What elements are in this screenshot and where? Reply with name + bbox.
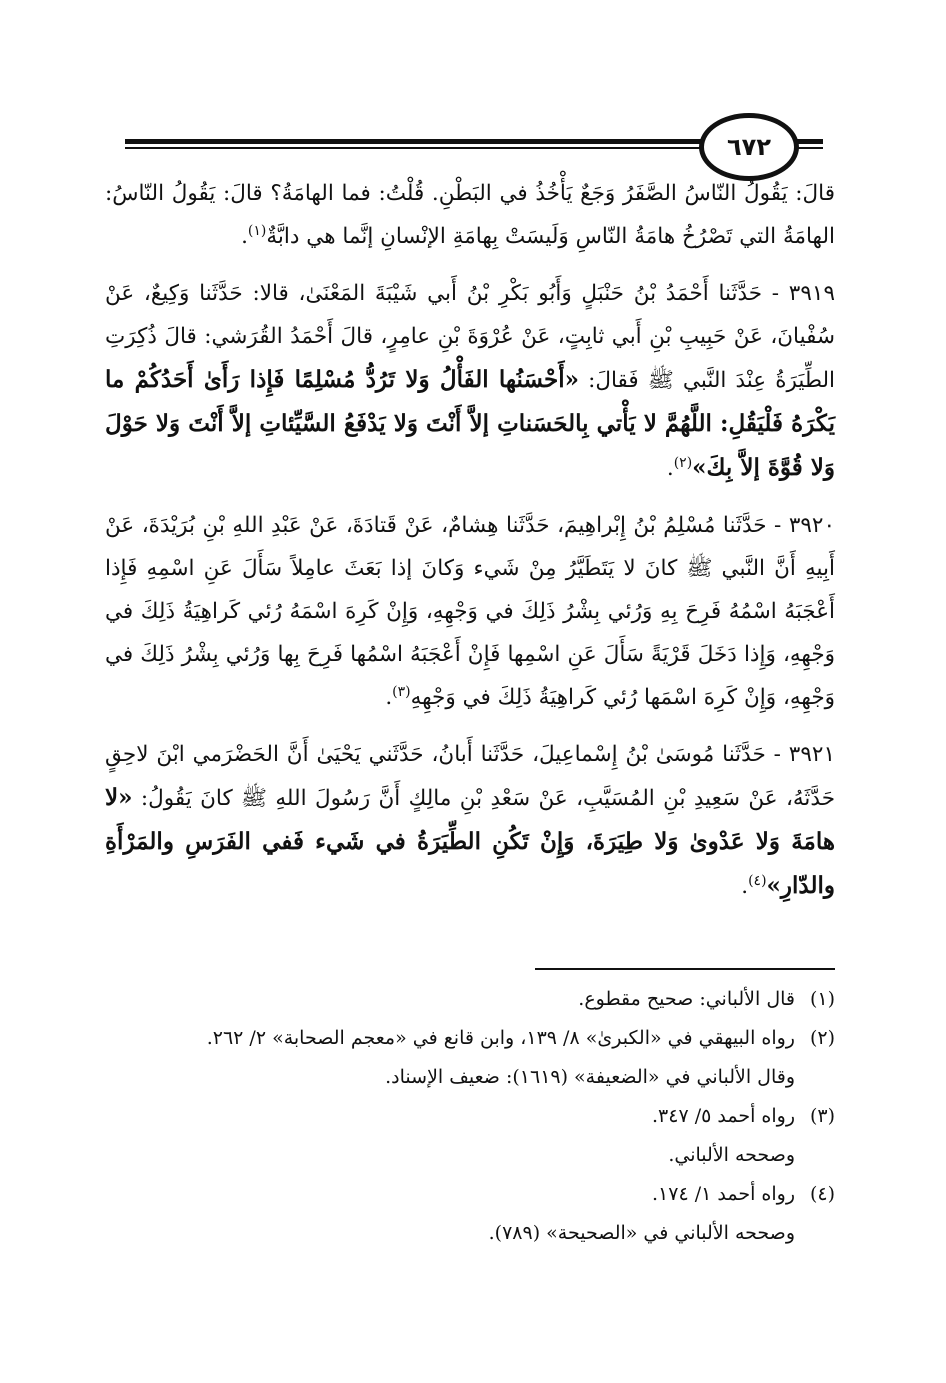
footnote-line: وصححه الألباني في «الصحيحة» (٧٨٩). [488,1222,795,1244]
hadith-number: ٣٩٢١ [788,742,835,767]
footnote-ref: (٢) [673,454,693,471]
footnote-line: رواه أحمد ١/ ١٧٤. [652,1183,795,1205]
footnote-item [105,1097,835,1136]
footnote-line: وصححه الألباني. [668,1144,795,1166]
footnote-mark: (٤) [809,1183,835,1205]
footnote-item [105,980,835,1019]
page-number: ٦٧٢ [727,133,771,161]
footnote-separator [535,968,835,970]
main-text [105,172,835,922]
footnote-line: قال الألباني: صحيح مقطوع. [578,988,795,1010]
hadith-text: - حَدَّثَنا مُوسَىٰ بْنُ إِسْماعِيلَ، حَدَّثَنا أَبانُ، حَدَّثَني يَحْيَىٰ أَنَّ الحَضْرَمي ابْنَ لاحِقٍ حَدَّثَهُ، عَنْ سَعِيدِ بْنِ المُسَيَّبِ، عَنْ سَعْدِ بْنِ مالِكٍ أَنَّ رَسُولَ اللهِ ﷺ كانَ يَقُولُ: [105,742,835,811]
footnote-ref: (٣) [392,683,411,700]
hadith-quote: «لا هامَةَ وَلا عَدْوىٰ وَلا طِيَرَةَ، وَإِنْ تَكُنِ الطِّيَرَةُ في شَيء فَفي الفَرَسِ والمَرْأَةِ والدّارِ» [105,784,835,899]
hadith-text: - حَدَّثَنا أَحْمَدُ بْنُ حَنْبَلٍ وَأَبُو بَكْرِ بْنُ أَبي شَيْبَةَ المَعْنَىٰ، قالا: حَدَّثَنا وَكِيعٌ، عَنْ سُفْيانَ، عَنْ حَبِيبِ بْنِ أَبي ثابِتٍ، عَنْ عُرْوَةَ بْنِ عامِرٍ، قالَ أَحْمَدُ القُرَشي: قالَ ذُكِرَتِ الطِّيَرَةُ عِنْدَ النَّبي ﷺ فَقالَ: [105,281,835,393]
hadith-number: ٣٩٢٠ [788,513,836,538]
footnote-ref: (٤) [748,872,767,889]
hadith-3919: ٣٩١٩ - حَدَّثَنا أَحْمَدُ بْنُ حَنْبَلٍ وَأَبُو بَكْرِ بْنُ أَبي شَيْبَةَ المَعْنَىٰ، قالا: حَدَّثَنا وَكِيعٌ، عَنْ سُفْيانَ، عَنْ حَبِيبِ بْنِ أَبي ثابِتٍ، عَنْ عُرْوَةَ بْنِ عامِرٍ، قالَ أَحْمَدُ القُرَشي: قالَ ذُكِرَتِ الطِّيَرَةُ عِنْدَ النَّبي ﷺ فَقالَ: «أَحْسَنُها الفَأْلُ وَلا تَرُدُّ مُسْلِمًا فَإِذا رَأَىٰ أَحَدُكُمْ ما يَكْرَهُ فَلْيَقُلِ: اللَّهُمَّ لا يَأْتي بِالحَسَناتِ إلاَّ أَنْتَ وَلا يَدْفَعُ السَّيِّئاتِ إلاَّ أَنْتَ وَلا حَوْلَ وَلا قُوَّةَ إلاَّ بِكَ»$^{(٢)}$. [105,281,835,481]
intro-paragraph: قالَ: يَقُولُ النّاسُ الصَّفَرُ وَجَعٌ يَأْخُذُ في البَطْنِ. قُلْتُ: فما الهامَةُ؟ قالَ: يَقُولُ النّاسُ: الهامَةُ التي تَصْرُخُ هامَةُ النّاسِ وَلَيسَتْ بِهامَةِ الإنْسانِ إنَّما هي دابَّةٌ$^{(١)}$. [105,181,835,249]
footnote-ref: (١) [247,222,267,239]
footnote-mark: (٣) [809,1105,835,1127]
intro-text: قالَ: يَقُولُ النّاسُ الصَّفَرُ وَجَعٌ يَأْخُذُ في البَطْنِ. قُلْتُ: فما الهامَةُ؟ قالَ: يَقُولُ النّاسُ: الهامَةُ التي تَصْرُخُ هامَةُ النّاسِ وَلَيسَتْ بِهامَةِ الإنْسانِ إنَّما هي دابَّةٌ [105,181,835,249]
footnote-mark: (٢) [809,1027,835,1049]
hadith-3920: ٣٩٢٠ - حَدَّثَنا مُسْلِمُ بْنُ إِبْراهِيمَ، حَدَّثَنا هِشامٌ، عَنْ قَتادَةَ، عَنْ عَبْدِ اللهِ بْنِ بُرَيْدَةَ، عَنْ أَبِيهِ أَنَّ النَّبي ﷺ كانَ لا يَتَطَيَّرُ مِنْ شَيء وَكانَ إذا بَعَثَ عامِلاً سَأَلَ عَنِ اسْمِهِ فَإِذا أَعْجَبَهُ اسْمُهُ فَرِحَ بِهِ وَرُئي بِشْرُ ذَلِكَ في وَجْهِهِ، وَإِنْ كَرِهَ اسْمَهُ رُئي كَراهِيَةُ ذَلِكَ في وَجْهِهِ، وَإِذا دَخَلَ قَرْيَةً سَأَلَ عَنِ اسْمِها فَإِنْ أَعْجَبَهُ اسْمُها فَرِحَ بِها وَرُئي بِشْرُ ذَلِكَ في وَجْهِهِ، وَإِنْ كَرِهَ اسْمَها رُئي كَراهِيَةُ ذَلِكَ في وَجْهِهِ$^{(٣)}$. [105,513,836,710]
hadith-text: - حَدَّثَنا مُسْلِمُ بْنُ إِبْراهِيمَ، حَدَّثَنا هِشامٌ، عَنْ قَتادَةَ، عَنْ عَبْدِ اللهِ بْنِ بُرَيْدَةَ، عَنْ أَبِيهِ أَنَّ النَّبي ﷺ كانَ لا يَتَطَيَّرُ مِنْ شَيء وَكانَ إذا بَعَثَ عامِلاً سَأَلَ عَنِ اسْمِهِ فَإِذا أَعْجَبَهُ اسْمُهُ فَرِحَ بِهِ وَرُئي بِشْرُ ذَلِكَ في وَجْهِهِ، وَإِنْ كَرِهَ اسْمَهُ رُئي كَراهِيَةُ ذَلِكَ في وَجْهِهِ، وَإِذا دَخَلَ قَرْيَةً سَأَلَ عَنِ اسْمِها فَإِنْ أَعْجَبَهُ اسْمُها فَرِحَ بِها وَرُئي بِشْرُ ذَلِكَ في وَجْهِهِ، وَإِنْ كَرِهَ اسْمَها رُئي كَراهِيَةُ ذَلِكَ في وَجْهِهِ [105,513,835,710]
hadith-quote: «أَحْسَنُها الفَأْلُ وَلا تَرُدُّ مُسْلِمًا فَإِذا رَأَىٰ أَحَدُكُمْ ما يَكْرَهُ فَلْيَقُلِ: اللَّهُمَّ لا يَأْتي بِالحَسَناتِ إلاَّ أَنْتَ وَلا يَدْفَعُ السَّيِّئاتِ إلاَّ أَنْتَ وَلا حَوْلَ وَلا قُوَّةَ إلاَّ بِكَ» [105,366,835,481]
footnotes [105,980,835,1253]
hadith-3921: ٣٩٢١ - حَدَّثَنا مُوسَىٰ بْنُ إِسْماعِيلَ، حَدَّثَنا أَبانُ، حَدَّثَني يَحْيَىٰ أَنَّ الحَضْرَمي ابْنَ لاحِقٍ حَدَّثَهُ، عَنْ سَعِيدِ بْنِ المُسَيَّبِ، عَنْ سَعْدِ بْنِ مالِكٍ أَنَّ رَسُولَ اللهِ ﷺ كانَ يَقُولُ: «لا هامَةَ وَلا عَدْوىٰ وَلا طِيَرَةَ، وَإِنْ تَكُنِ الطِّيَرَةُ في شَيء فَفي الفَرَسِ والمَرْأَةِ والدّارِ»$^{(٤)}$. [105,742,835,899]
footnote-item [105,1175,835,1214]
footnote-item [105,1019,835,1097]
footnote-mark: (١) [809,988,835,1010]
footnote-line: وقال الألباني في «الضعيفة» (١٦١٩): ضعيف الإسناد. [385,1066,795,1088]
footnote-line: رواه أحمد ٥/ ٣٤٧. [652,1105,795,1127]
footnote-line: رواه البيهقي في «الكبرىٰ» ٨/ ١٣٩، وابن قانع في «معجم الصحابة» ٢/ ٢٦٢. [206,1027,795,1049]
page-number-badge [699,113,799,181]
hadith-number: ٣٩١٩ [788,281,835,306]
